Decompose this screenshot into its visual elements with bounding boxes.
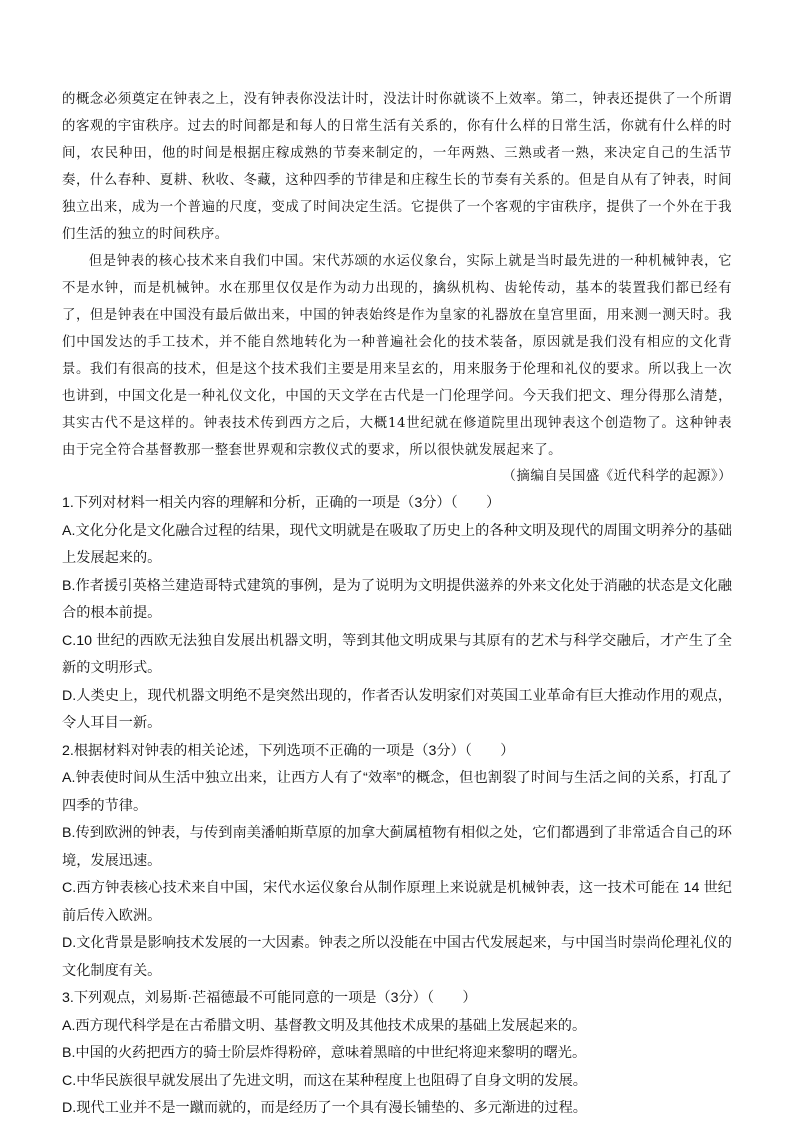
- passage-paragraph-2: 但是钟表的核心技术来自我们中国。宋代苏颂的水运仪象台，实际上就是当时最先进的一种机械钟表，它不是水钟，而是机械钟。水在那里仅仅是作为动力出现的，擒纵机构、齿轮传动，基本的装置我们都已经有了，但是钟表在中国没有最后做出来，中国的钟表始终是作为皇家的礼器放在皇宫里面，用来测一测天时。我们中国发达的手工技术，并不能自然地转化为一种普遍社会化的技术装备，原因就是我们没有相应的文化背景。我们有很高的技术，但是这个技术我们主要是用来呈玄的，用来服务于伦理和礼仪的要求。所以我上一次也讲到，中国文化是一种礼仪文化，中国的天文学在古代是一门伦理学问。今天我们把文、理分得那么清楚，其实古代不是这样的。钟表技术传到西方之后，大概14世纪就在修道院里出现钟表这个创造物了。这种钟表由于完全符合基督教那一整套世界观和宗教仪式的要求，所以很快就发展起来了。: [62, 254, 732, 458]
- question-1: [62, 490, 732, 738]
- question-stem: 2.根据材料对钟表的相关论述，下列选项不正确的一项是（3分）（ ）: [62, 742, 515, 759]
- passage-paragraph-1: 的概念必须奠定在钟表之上，没有钟表你没法计时，没法计时你就谈不上效率。第二，钟表还提供了一个所谓的客观的宇宙秩序。过去的时间都是和每人的日常生活有关系的，你有什么样的日常生活，你就有什么样的时间，农民种田，他的时间是根据庄稼成熟的节奏来制定的，一年两熟、三熟或者一熟，来决定自己的生活节奏，什么春种、夏耕、秋收、冬藏，这种四季的节律是和庄稼生长的节奏有关系的。但是自从有了钟表，时间独立出来，成为一个普遍的尺度，变成了时间决定生活。它提供了一个客观的宇宙秩序，提供了一个外在于我们生活的独立的时间秩序。: [62, 92, 732, 242]
- option-b[interactable]: B.传到欧洲的钟表，与传到南美潘帕斯草原的加拿大蓟属植物有相似之处，它们都遇到了非常适合自己的环境，发展迅速。: [62, 825, 732, 869]
- option-c[interactable]: C.中华民族很早就发展出了先进文明，而这在某种程度上也阻碍了自身文明的发展。: [62, 1072, 587, 1089]
- option-c[interactable]: C.西方钟表核心技术来自中国，宋代水运仪象台从制作原理上来说就是机械钟表，这一技术可能在 14 世纪前后传入欧洲。: [62, 880, 732, 924]
- reading-passage: [62, 86, 732, 490]
- question-list: [62, 490, 732, 1123]
- question-stem: 1.下列对材料一相关内容的理解和分析，正确的一项是（3分）（ ）: [62, 495, 501, 511]
- option-b[interactable]: B.中国的火药把西方的骑士阶层炸得粉碎，意味着黑暗的中世纪将迎来黎明的曙光。: [62, 1045, 587, 1061]
- document-page: [62, 86, 732, 1123]
- option-a[interactable]: A.钟表使时间从生活中独立出来，让西方人有了“效率”的概念，但也割裂了时间与生活之间的关系，打乱了四季的节律。: [62, 770, 732, 814]
- passage-source: （摘编自吴国盛《近代科学的起源》）: [502, 469, 732, 484]
- option-d[interactable]: D.文化背景是影响技术发展的一大因素。钟表之所以没能在中国古代发展起来，与中国当时崇尚伦理礼仪的文化制度有关。: [62, 935, 732, 979]
- option-d[interactable]: D.现代工业并不是一蹴而就的，而是经历了一个具有漫长铺垫的、多元渐进的过程。: [62, 1100, 587, 1116]
- option-d[interactable]: D.人类史上，现代机器文明绝不是突然出现的，作者否认发明家们对英国工业革命有巨大推动作用的观点，令人耳目一新。: [62, 687, 732, 731]
- option-c[interactable]: C.10 世纪的西欧无法独自发展出机器文明，等到其他文明成果与其原有的艺术与科学交融后，才产生了全新的文明形式。: [62, 632, 732, 676]
- option-b[interactable]: B.作者援引英格兰建造哥特式建筑的事例，是为了说明为文明提供滋养的外来文化处于消融的状态是文化融合的根本前提。: [62, 577, 732, 621]
- option-a[interactable]: A.西方现代科学是在古希腊文明、基督教文明及其他技术成果的基础上发展起来的。: [62, 1017, 587, 1034]
- question-3: [62, 985, 732, 1123]
- question-2: [62, 738, 732, 986]
- question-stem: 3.下列观点，刘易斯·芒福德最不可能同意的一项是（3分）（ ）: [62, 990, 477, 1006]
- option-a[interactable]: A.文化分化是文化融合过程的结果，现代文明就是在吸取了历史上的各种文明及现代的周围文明养分的基础上发展起来的。: [62, 522, 732, 566]
